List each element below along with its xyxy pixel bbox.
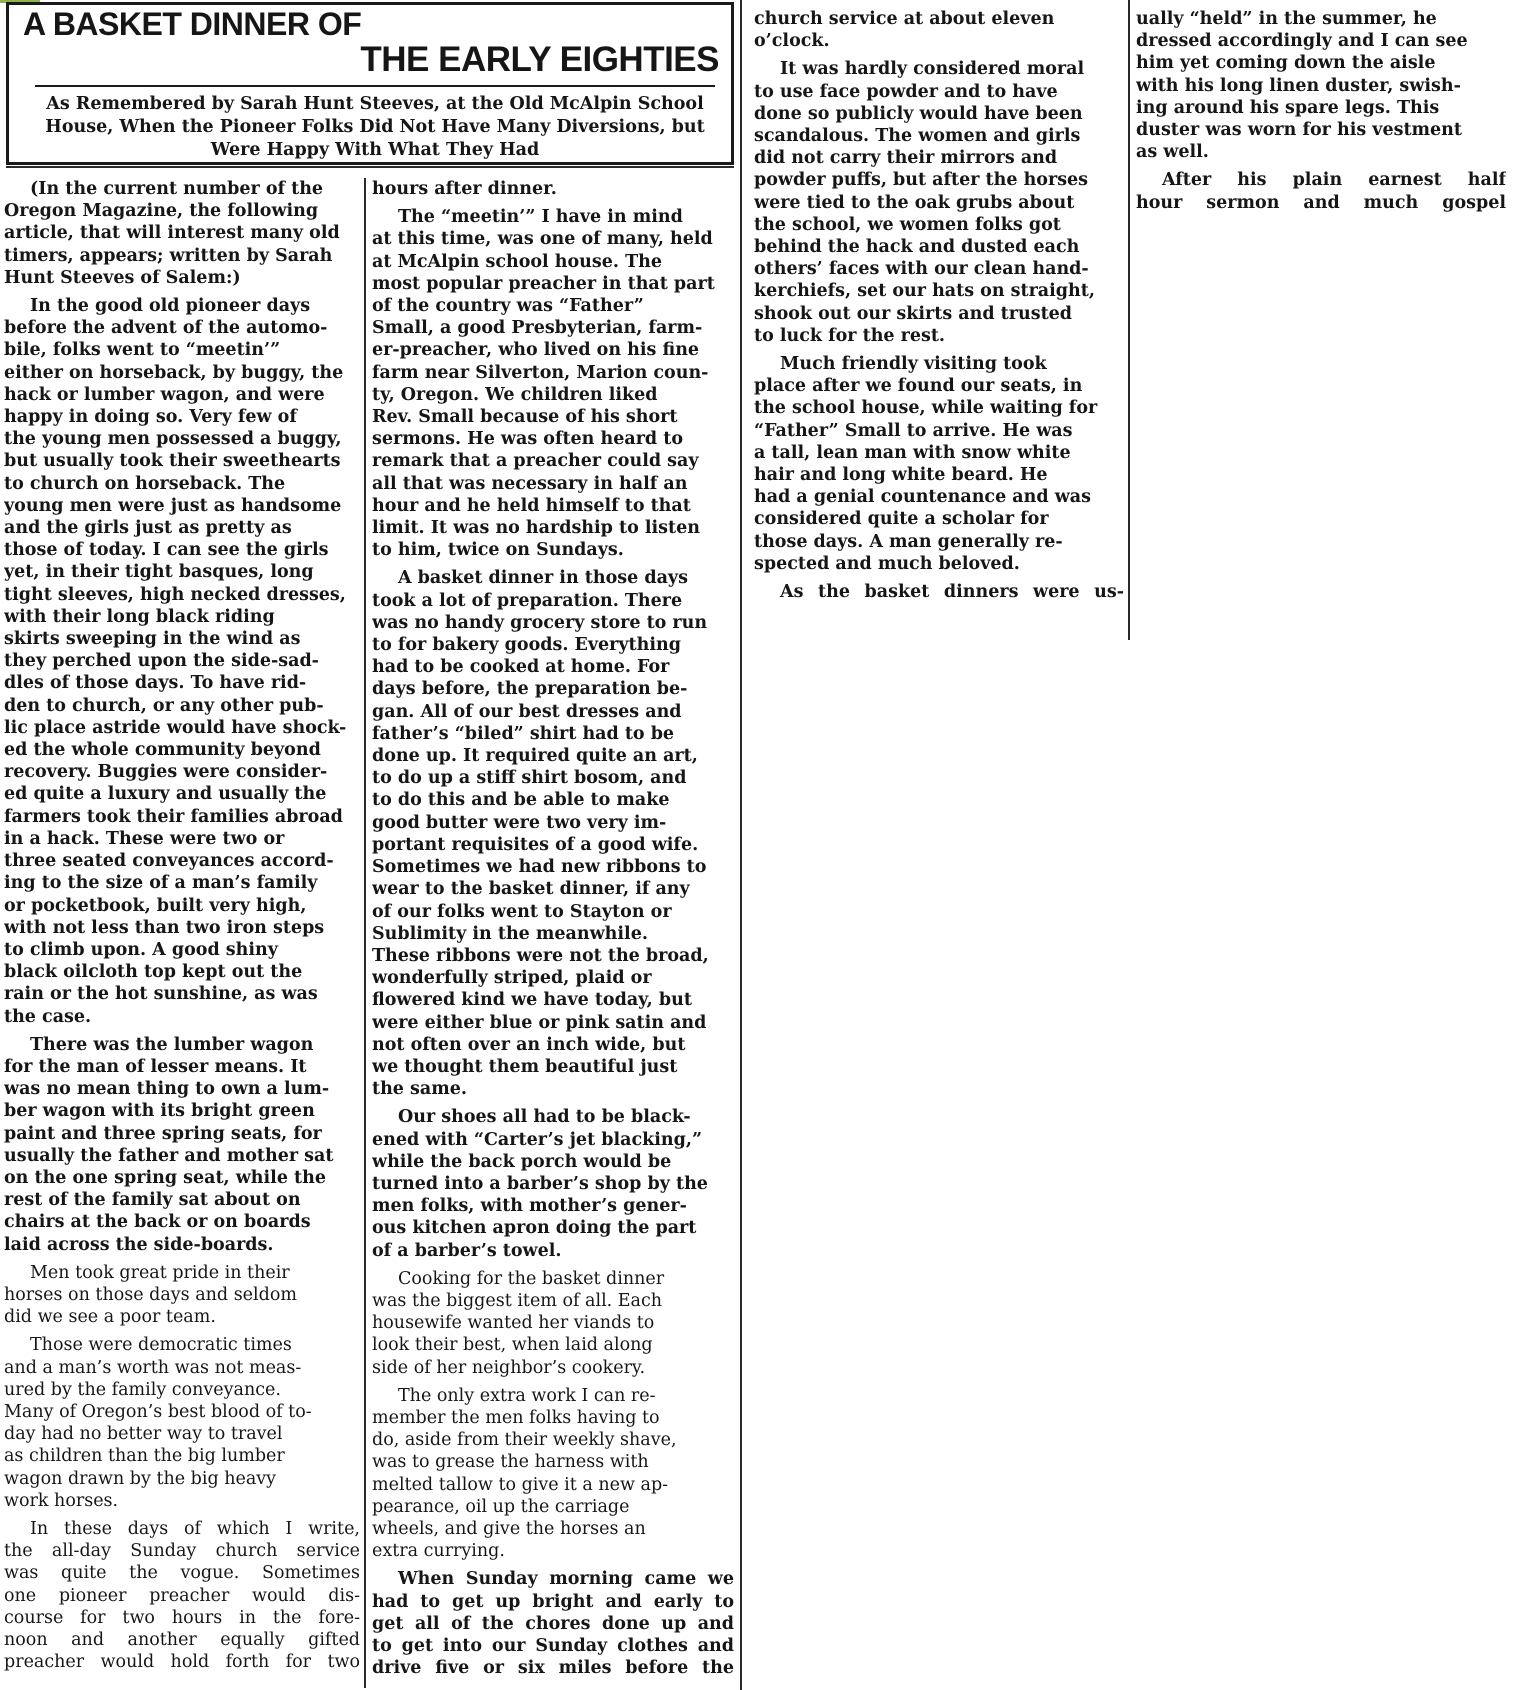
- headline-bottom-rule: [6, 166, 734, 168]
- paragraph: After his plain earnest half hour sermon and much gospel: [1136, 170, 1506, 213]
- headline-line-2: THE EARLY EIGHTIES: [360, 40, 719, 79]
- column-rule-2: [740, 0, 742, 1690]
- column-rule-1: [364, 178, 366, 1688]
- paragraph: When Sunday morning came we had to get up bright and early to get all of the chores done up and to get into our Sunday clothes and drive five or six miles before the: [372, 1569, 734, 1679]
- paragraph: In the good old pioneer days before the advent of the automo- bile, folks went to “meetin’” either on horseback, by buggy, the hack or lumber wagon, and were happy in doing so. Very few of the young men possessed a buggy, but usually took their sweethearts to church on horseback. The young men were just as handsome and the girls just as pretty as those of today. I can see the girls yet, in their tight basques, long tight sleeves, high necked dresses, with their long black riding skirts sweeping in the wind as they perched upon the side-sad- dles of those days. To have rid- den to church, or any other pub- lic place astride would have shock- ed the whole community beyond recovery. Buggies were consider- ed quite a luxury and usually the farmers took their families abroad in a hack. These were two or three seated conveyances accord- ing to the size of a man’s family or pocketbook, built very high, with not less than two iron steps to climb upon. A good shiny black oilcloth top kept out the rain or the hot sunshine, as was the case.: [4, 296, 347, 1027]
- paragraph: The only extra work I can re- member the men folks having to do, aside from their weekly shave, was to grease the harness with melted tallow to give it a new ap- pearance, oil up the carriage wheels, and give the horses an extra currying.: [372, 1385, 677, 1562]
- paragraph: Cooking for the basket dinner was the biggest item of all. Each housewife wanted her viands to look their best, when laid along side of her neighbor’s cookery.: [372, 1268, 665, 1378]
- paragraph: There was the lumber wagon for the man of lesser means. It was no mean thing to own a lum- ber wagon with its bright green paint and three spring seats, for usually the father and mother sat on the one spring seat, while the rest of the family sat about on chairs at the back or on boards laid across the side-boards.: [4, 1034, 334, 1255]
- paragraph: The “meetin’” I have in mind at this time, was one of many, held at McAlpin school house. The most popular preacher in that part of the country was “Father” Small, a good Presbyterian, farm- er-preacher, who lived on his fine farm near Silverton, Marion coun- ty, Oregon. We children liked Rev. Small because of his short sermons. He was often heard to remark that a preacher could say all that was necessary in half an hour and he held himself to that limit. It was no hardship to listen to him, twice on Sundays.: [372, 207, 715, 561]
- column-rule-3: [1128, 0, 1130, 640]
- article-column-1: [4, 178, 360, 1688]
- article-column-3: [754, 8, 1124, 648]
- paragraph: church service at about eleven o’clock.: [754, 9, 1055, 52]
- article-column-2: [372, 178, 734, 1688]
- paragraph: hours after dinner.: [372, 179, 557, 199]
- paragraph: Our shoes all had to be black- ened with “Carter’s jet blacking,” while the back porch would be turned into a barber’s shop by the men folks, with mother’s gener- ous kitchen apron doing the part of a barber’s towel.: [372, 1107, 708, 1261]
- paragraph: In these days of which I write, the all-day Sunday church service was quite the vogue. Sometimes one pioneer preacher would dis- course for two hours in the fore- noon and another equally gifted preacher would hold forth for two: [4, 1518, 360, 1673]
- paragraph: Men took great pride in their horses on those days and seldom did we see a poor team.: [4, 1262, 297, 1328]
- headline-line-1: A BASKET DINNER OF: [23, 6, 362, 42]
- paragraph: As the basket dinners were us-: [780, 582, 1124, 603]
- headline-box: [6, 2, 734, 165]
- paragraph: ually “held” in the summer, he dressed accordingly and I can see him yet coming down the aisle with his long linen duster, swish- ing around his spare legs. This duster was worn for his vestment as well.: [1136, 9, 1468, 163]
- article-column-4: [1136, 8, 1506, 258]
- paragraph: It was hardly considered moral to use face powder and to have done so publicly would have been scandalous. The women and girls did not carry their mirrors and powder puffs, but after the horses were tied to the oak grubs about the school, we women folks got behind the hack and dusted each others’ faces with our clean hand- kerchiefs, set our hats on straight, shook out our skirts and trusted to luck for the rest.: [754, 59, 1095, 346]
- paragraph: Much friendly visiting took place after we found our seats, in the school house, while waiting for “Father” Small to arrive. He was a tall, lean man with snow white hair and long white beard. He had a genial countenance and was considered quite a scholar for those days. A man generally re- spected and much beloved.: [754, 354, 1098, 574]
- subheadline: As Remembered by Sarah Hunt Steeves, at the Old McAlpin School House, When the Pioneer Folks Did Not Have Many Diversions, but Were Happy With What They Had: [35, 85, 715, 161]
- paragraph: Those were democratic times and a man’s worth was not meas- ured by the family conveyance. Many of Oregon’s best blood of to- day had no better way to travel as children than the big lumber wagon drawn by the big heavy work horses.: [4, 1335, 312, 1511]
- paragraph: A basket dinner in those days took a lot of preparation. There was no handy grocery store to run to for bakery goods. Everything had to be cooked at home. For days before, the preparation be- gan. All of our best dresses and father’s “biled” shirt had to be done up. It required quite an art, to do up a stiff shirt bosom, and to do this and be able to make good butter were two very im- portant requisites of a good wife. Sometimes we had new ribbons to wear to the basket dinner, if any of our folks went to Stayton or Sublimity in the meanwhile. These ribbons were not the broad, wonderfully striped, plaid or flowered kind we have today, but were either blue or pink satin and not often over an inch wide, but we thought them beautiful just the same.: [372, 568, 709, 1100]
- paragraph: (In the current number of the Oregon Magazine, the following article, that will interest many old timers, appears; written by Sarah Hunt Steeves of Salem:): [4, 179, 340, 288]
